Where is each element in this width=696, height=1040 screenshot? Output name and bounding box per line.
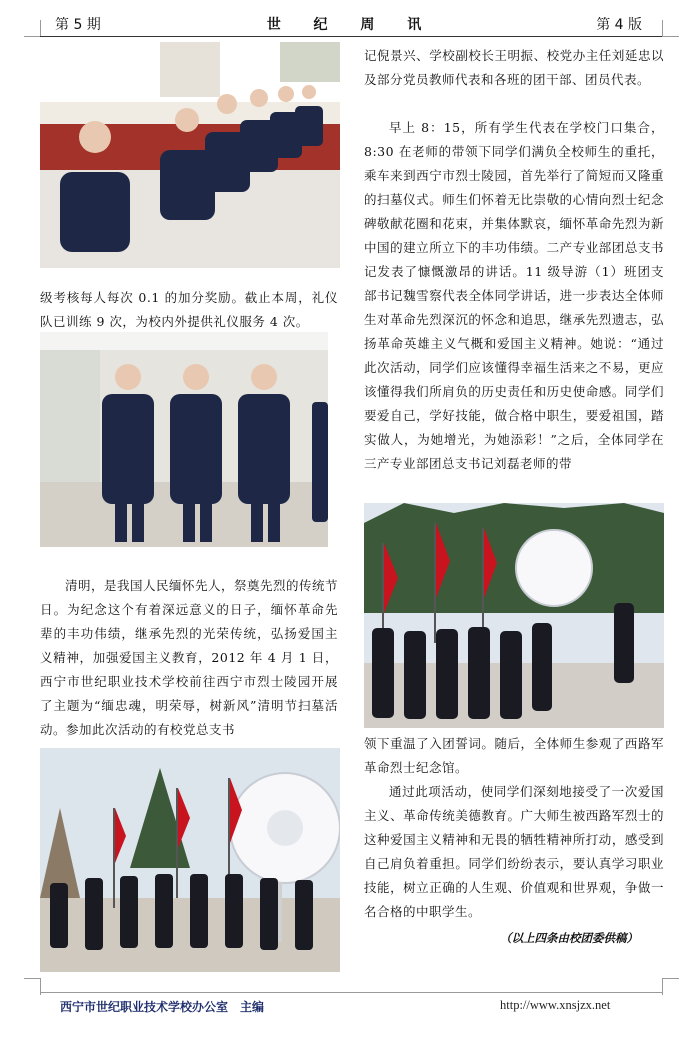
photo-cemetery-group-flags [364, 503, 664, 728]
left-paragraph-2: 清明，是我国人民缅怀先人，祭奠先烈的传统节日。为纪念这个有着深远意义的日子，缅怀革命先辈的丰功伟绩，继承先烈的光荣传统，弘扬爱国主义精神，加强爱国主义教育，2012 年 4 月 1 日，西宁市世纪职业技术学校前往西宁市烈士陵园开展了主题为“缅忠魂，明荣辱，树新风”清明节扫墓活动。参加此次活动的有校党总支书 [40, 578, 339, 737]
right-paragraph-2: 早上 8：15，所有学生代表在学校门口集合，8:30 在老师的带领下同学们满负全校师生的重托，乘车来到西宁市烈士陵园，首先举行了简短而又隆重的扫墓仪式。师生们怀着无比崇敬的心情向烈士纪念碑敬献花圈和花束，并集体默哀，缅怀革命先烈为新中国的建立所立下的丰功伟绩。二产专业部团总支书记发表了慷慨激昂的讲话。11 级导游（1）班团支部书记魏雪察代表全体同学讲话，进一步表达全体师生对革命先烈深沉的怀念和追思，继承先烈遗志，弘扬革命英雄主义气概和爱国主义精神。她说：“通过此次活动，同学们应该懂得幸福生活来之不易，更应该懂得我们所肩负的历史责任和历史使命感。同学们要爱自己，学好技能，做合格中职生，要爱祖国，踏实做人，为她增光，为她添彩！”之后，全体同学在三产专业部团总支书记刘磊老师的带 [364, 120, 664, 471]
crop-mark-top-right [662, 20, 679, 37]
crop-mark-bottom-left [24, 978, 41, 995]
crop-mark-bottom-right [662, 978, 679, 995]
page-header [40, 8, 662, 36]
newspaper-title: 世 纪 周 讯 [266, 17, 436, 33]
left-paragraph-1: 级考核每人每次 0.1 的加分奖励。截止本周，礼仪队已训练 9 次，为校内外提供礼仪服务 4 次。 [40, 290, 338, 329]
right-paragraph-1: 记倪景兴、学校副校长王明振、校党办主任刘延忠以及部分党员教师代表和各班的团干部、团员代表。 [364, 48, 664, 87]
article-credit: （以上四条由校团委供稿） [500, 931, 638, 945]
photo-etiquette-team-seated [40, 42, 340, 268]
issue-number: 第 5 期 [55, 17, 101, 33]
photo-memorial-wreath [40, 748, 340, 972]
crop-mark-top-left [24, 20, 41, 37]
right-paragraph-3: 领下重温了入团誓词。随后，全体师生参观了西路军革命烈士纪念馆。 [364, 736, 664, 775]
footer-rule [40, 992, 662, 993]
photo-etiquette-team-standing [40, 332, 328, 547]
footer-url: http://www.xnsjzx.net [500, 998, 611, 1012]
page-number: 第 4 版 [596, 17, 642, 33]
header-rule [40, 36, 662, 37]
right-paragraph-4: 通过此项活动，使同学们深刻地接受了一次爱国主义、革命传统美德教育。广大师生被西路军烈士的这种爱国主义精神和无畏的牺牲精神所打动，感受到自己肩负着重担。同学们纷纷表示，要认真学习职业技能，树立正确的人生观、价值观和世界观，争做一名合格的中职学生。 [364, 784, 664, 919]
footer-editor: 西宁市世纪职业技术学校办公室 主编 [60, 1000, 265, 1014]
